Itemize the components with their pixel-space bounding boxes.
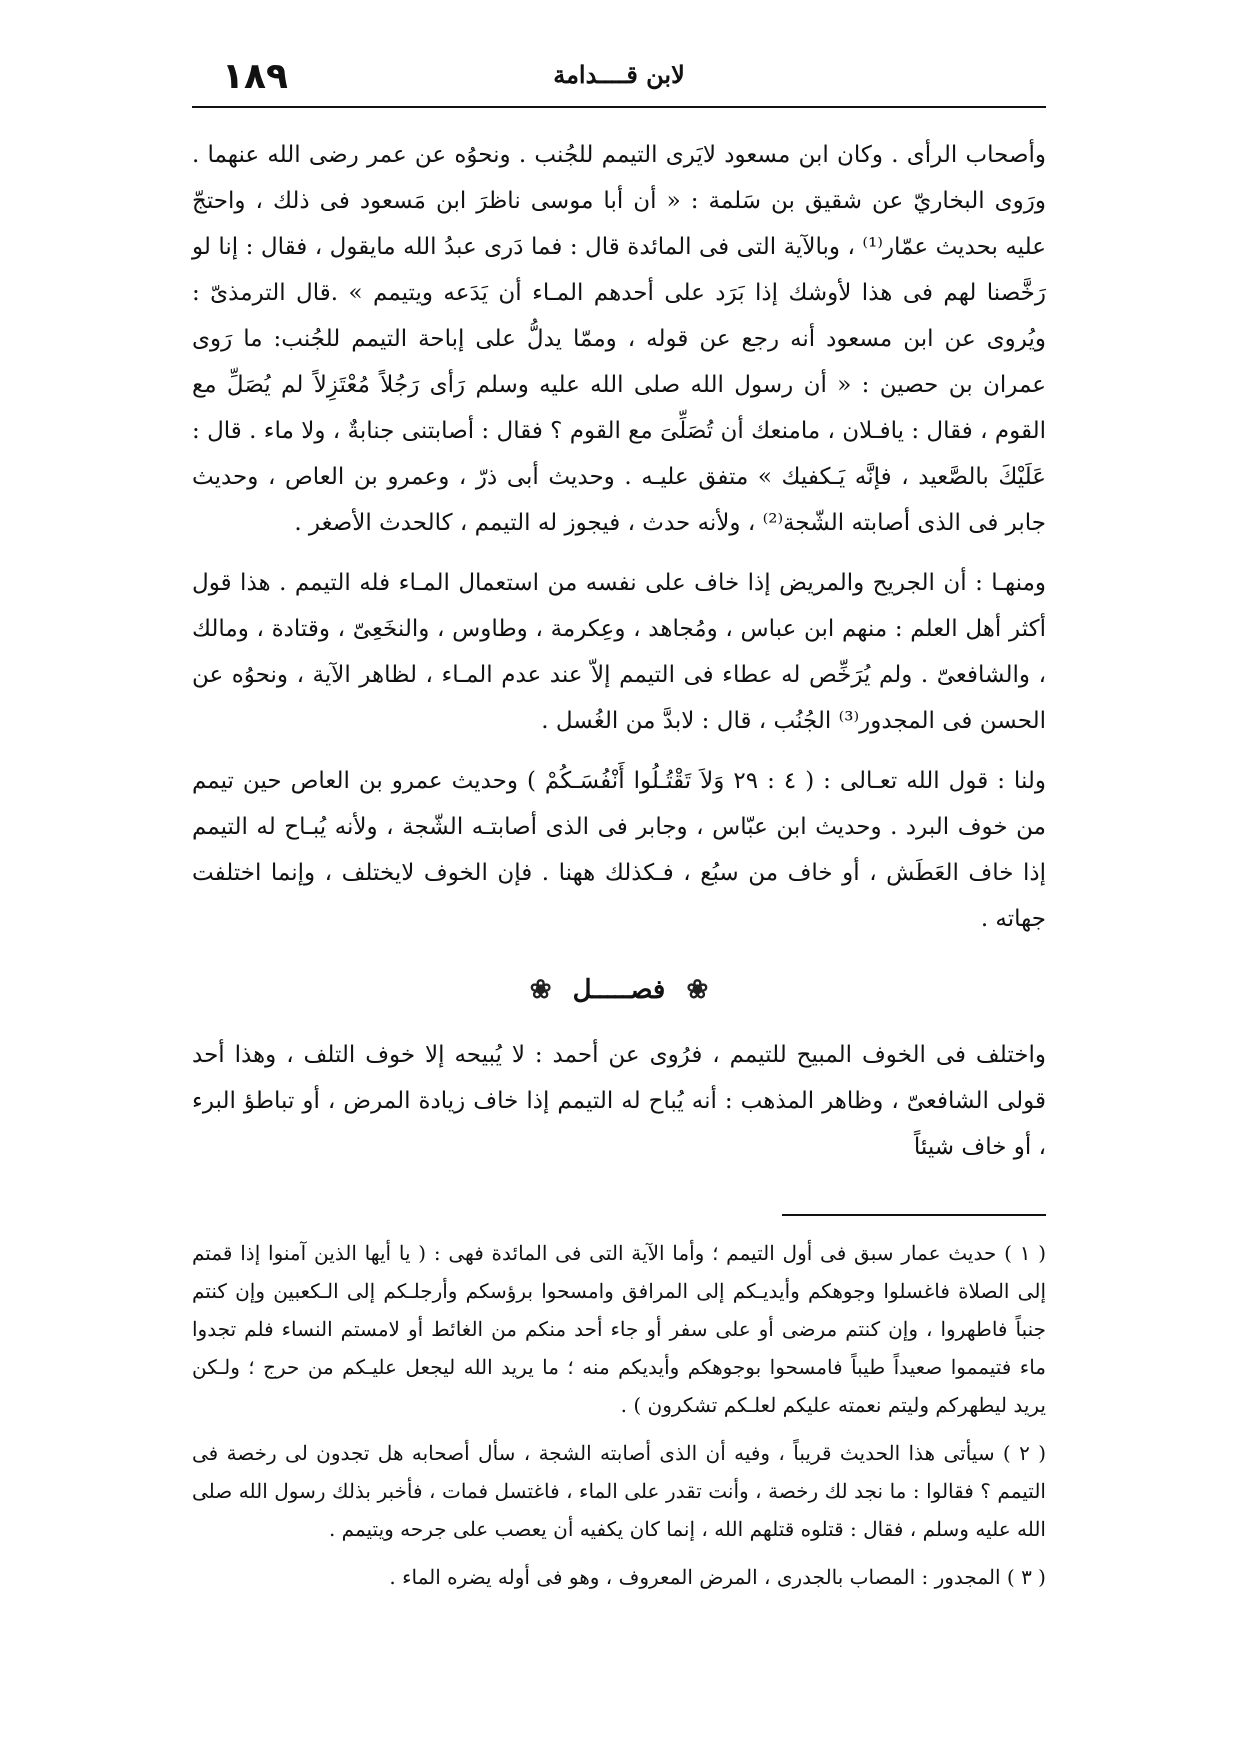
- ornament-icon: ❀: [686, 975, 709, 1005]
- header-rule: [192, 106, 1046, 108]
- running-title: لابن قــــدامة: [553, 60, 685, 89]
- section-heading-text: فصـــــل: [572, 975, 666, 1005]
- paragraph-1: وأصحاب الرأى . وكان ابن مسعود لايَرى التيمم للجُنب . ونحوُه عن عمر رضى الله عنهما . ورَوى البخاريّ عن شقيق بن سَلمة : « أن أبا موسى ناظرَ ابن مَسعود فى ذلك ، واحتجّ عليه بحديث عمّار⁽¹⁾ ، وبالآية التى فى المائدة قال : فما دَرى عبدُ الله مايقول ، فقال : إنا لو رَخَّصنا لهم فى هذا لأوشك إذا بَرَد على أحدهم المـاء أن يَدَعه ويتيمم » .قال الترمذىّ : ويُروى عن ابن مسعود أنه رجع عن قوله ، وممّا يدلُّ على إباحة التيمم للجُنب: ما رَوى عمران بن حصين : « أن رسول الله صلى الله عليه وسلم رَأى رَجُلاً مُعْتَزِلاً لم يُصَلِّ مع القوم ، فقال : يافـلان ، مامنعك أن تُصَلِّىَ مع القوم ؟ فقال : أصابتنى جنابةٌ ، ولا ماء . قال : عَلَيْكَ بالصَّعيد ، فإنَّه يَـكفيك » متفق عليـه . وحديث أبى ذرّ ، وعمرو بن العاص ، وحديث جابر فى الذى أصابته الشّجة⁽²⁾ ، ولأنه حدث ، فيجوز له التيمم ، كالحدث الأصغر .: [192, 142, 1046, 536]
- footnote-2: ( ٢ ) سيأتى هذا الحديث قريباً ، وفيه أن الذى أصابته الشجة ، سأل أصحابه هل تجدون لى رخصة فى التيمم ؟ فقالوا : ما نجد لك رخصة ، وأنت تقدر على الماء ، فاغتسل فمات ، فأخبر بذلك رسول الله صلى الله عليه وسلم ، فقال : قتلوه قتلهم الله ، إنما كان يكفيه أن يعصب على جرحه ويتيمم .: [192, 1441, 1046, 1541]
- ornament-icon: ❀: [529, 975, 552, 1005]
- main-text: [192, 132, 1046, 1184]
- footnotes: [192, 1234, 1046, 1606]
- footnote-rule: [782, 1214, 1046, 1216]
- paragraph-3: ولنا : قول الله تعـالى : ( ٤ : ٢٩ وَلاَ تَقْتُـلُوا أَنْفُسَـكُمْ ) وحديث عمرو بن العاص حين تيمم من خوف البرد . وحديث ابن عبّاس ، وجابر فى الذى أصابتـه الشّجة ، ولأنه يُبـاح له التيمم إذا خاف العَطَش ، أو خاف من سبُع ، فـكذلك ههنا . فإن الخوف لايختلف ، وإنما اختلفت جهاته .: [192, 768, 1046, 932]
- page-header: [192, 52, 1046, 112]
- footnote-1: ( ١ ) حديث عمار سبق فى أول التيمم ؛ وأما الآية التى فى المائدة فهى : ( يا أيها الذين آمنوا إذا قمتم إلى الصلاة فاغسلوا وجوهكم وأيديـكم إلى المرافق وامسحوا برؤسكم وأرجلـكم إلى الـكعبين وإن كنتم جنباً فاطهروا ، وإن كنتم مرضى أو على سفر أو جاء أحد منكم من الغائط أو لامستم النساء فلم تجدوا ماء فتيمموا صعيداً طيباً فامسحوا بوجوهكم وأيديكم منه ؛ ما يريد الله ليجعل عليـكم من حرج ؛ ولـكن يريد ليطهركم وليتم نعمته عليكم لعلـكم تشكرون ) .: [192, 1241, 1047, 1417]
- footnote-3: ( ٣ ) المجدور : المصاب بالجدرى ، المرض المعروف ، وهو فى أوله يضره الماء .: [389, 1565, 1046, 1589]
- paragraph-2: ومنهـا : أن الجريح والمريض إذا خاف على نفسه من استعمال المـاء فله التيمم . هذا قول أكثر أهل العلم : منهم ابن عباس ، ومُجاهد ، وعِكرمة ، وطاوس ، والنخَعِىّ ، وقتادة ، ومالك ، والشافعىّ . ولم يُرَخِّص له عطاء فى التيمم إلاّ عند عدم المـاء ، لظاهر الآية ، ونحوُه عن الحسن فى المجدور⁽³⁾ الجُنُب ، قال : لابدَّ من الغُسل .: [192, 570, 1046, 734]
- page-number: ١٨٩: [222, 56, 288, 97]
- section-heading: [192, 970, 1046, 1010]
- section-paragraph: واختلف فى الخوف المبيح للتيمم ، فرُوى عن أحمد : لا يُبيحه إلا خوف التلف ، وهذا أحد قولى الشافعىّ ، وظاهر المذهب : أنه يُباح له التيمم إذا خاف زيادة المرض ، أو تباطؤ البرء ، أو خاف شيئاً: [192, 1042, 1046, 1160]
